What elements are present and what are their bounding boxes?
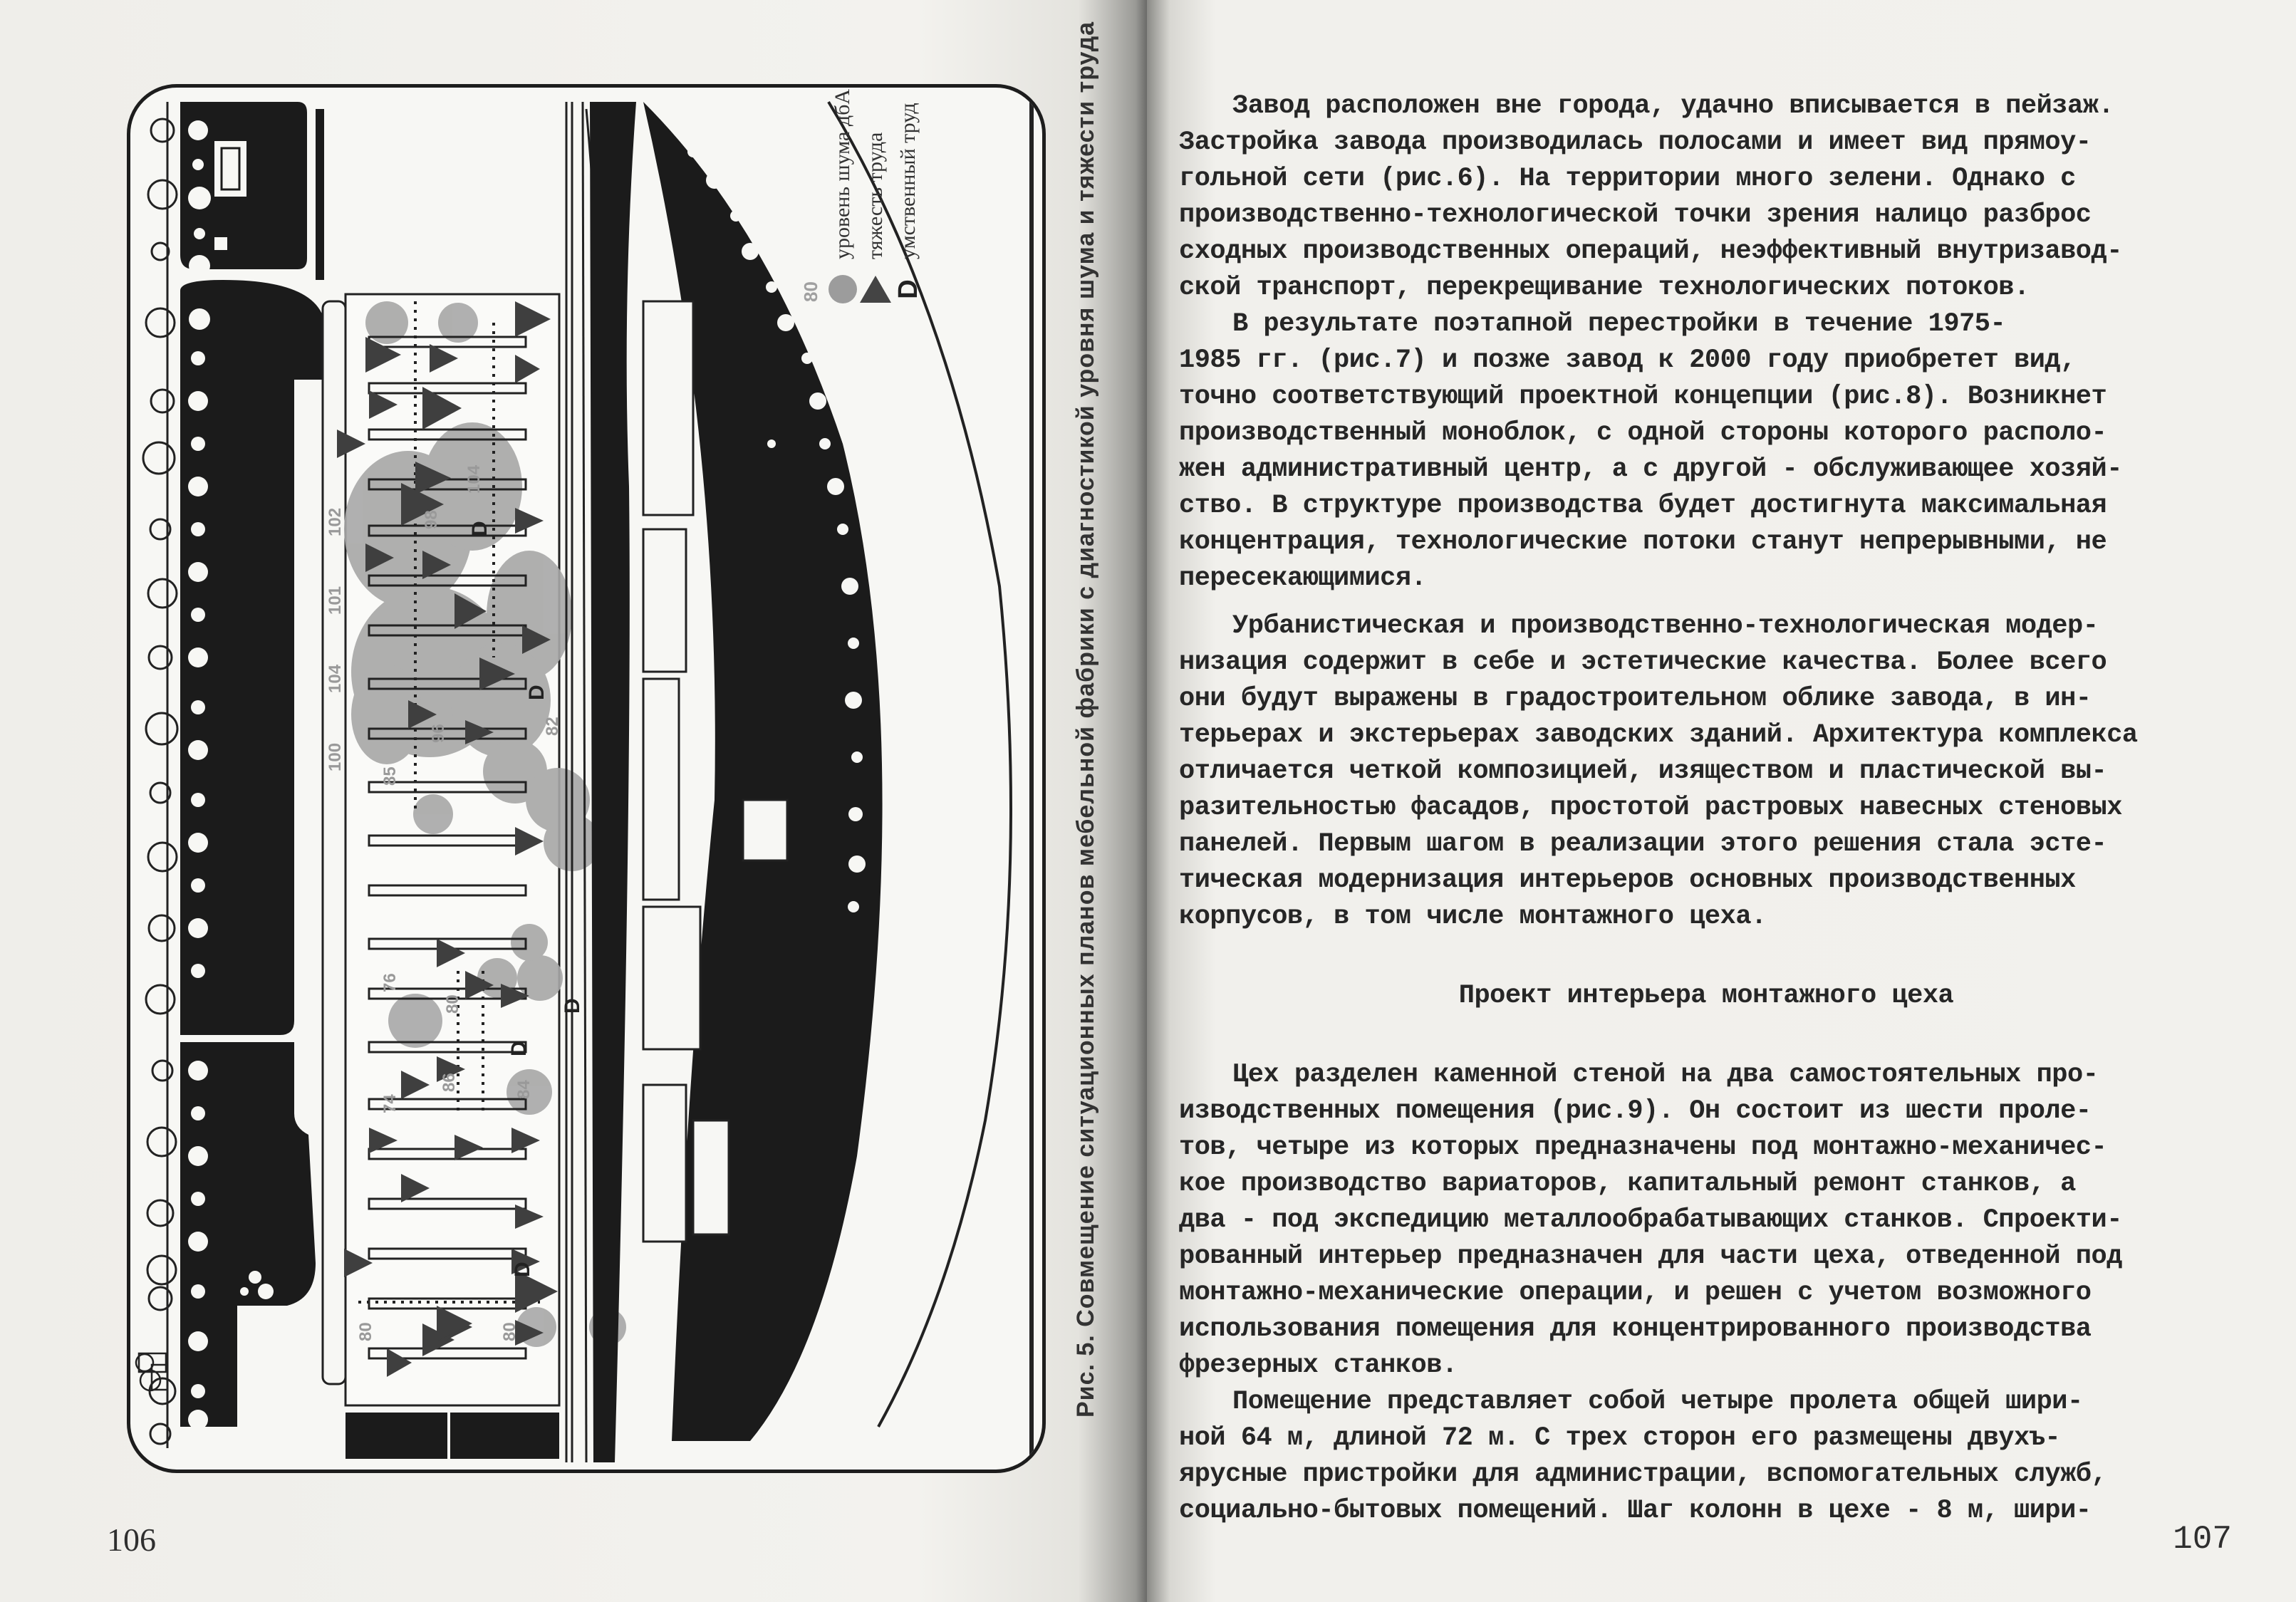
svg-text:104: 104 bbox=[464, 464, 484, 494]
svg-text:74: 74 bbox=[380, 1094, 400, 1113]
text-line: сходных производственных операций, неэффективный внутризавод- bbox=[1179, 236, 2122, 266]
mental-labor-d-icon: D bbox=[893, 279, 923, 299]
figure-legend bbox=[800, 88, 925, 306]
figure-caption: Рис. 5. Совмещение ситуационных планов мебельной фабрики с диагностикой уровня шума и тяжести труда bbox=[1072, 21, 1099, 1418]
svg-text:98: 98 bbox=[422, 510, 441, 529]
paragraph-4 bbox=[1179, 1058, 2233, 1385]
svg-text:96: 96 bbox=[429, 724, 448, 743]
paragraph-1 bbox=[1179, 89, 2233, 307]
svg-text:101: 101 bbox=[326, 586, 345, 615]
body-text bbox=[1179, 89, 2233, 1530]
text-line: Завод расположен вне города, удачно вписывается в пейзаж. bbox=[1232, 91, 2114, 121]
legend-label-labor: тяжесть труда bbox=[863, 132, 887, 259]
text-line: монтажно-механические операции, и решен с учетом возможного bbox=[1179, 1278, 2092, 1308]
left-page bbox=[0, 0, 1147, 1602]
text-line: концентрация, технологические потоки станут непрерывными, не bbox=[1179, 527, 2107, 557]
text-line: ской транспорт, перекрещивание технологических потоков. bbox=[1179, 273, 2030, 303]
text-line: Цех разделен каменной стеной на два самостоятельных про- bbox=[1232, 1060, 2099, 1090]
text-line: ной 64 м, длиной 72 м. С трех сторон его размещены двухъ- bbox=[1179, 1423, 2061, 1453]
svg-text:100: 100 bbox=[326, 742, 345, 771]
text-line: разительностью фасадов, простотой растровых навесных стеновых bbox=[1179, 793, 2122, 823]
paragraph-5 bbox=[1179, 1385, 2233, 1530]
text-line: панелей. Первым шагом в реализации этого решения стала эсте- bbox=[1179, 829, 2107, 859]
paragraph-3 bbox=[1179, 609, 2233, 936]
legend-labor bbox=[859, 89, 892, 306]
svg-text:76: 76 bbox=[380, 973, 400, 992]
page-number-right: 107 bbox=[2173, 1521, 2232, 1558]
text-line: тическая модернизация интерьеров основных производственных bbox=[1179, 865, 2076, 895]
text-line: фрезерных станков. bbox=[1179, 1351, 1458, 1380]
text-line: Помещение представляет собой четыре пролета общей шири- bbox=[1232, 1387, 2083, 1417]
text-line: низация содержит в себе и эстетические качества. Более всего bbox=[1179, 647, 2107, 677]
text-line: ство. В структуре производства будет достигнута максимальная bbox=[1179, 491, 2107, 521]
page-number-left: 106 bbox=[107, 1522, 156, 1558]
factory-building bbox=[323, 294, 626, 1459]
legend-noise bbox=[800, 88, 859, 306]
text-line: отличается четкой композицией, изяществом и пластической вы- bbox=[1179, 756, 2107, 786]
tree-row-outline bbox=[143, 119, 177, 1444]
text-line: изводственных помещения (рис.9). Он состоит из шести проле- bbox=[1179, 1096, 2092, 1126]
svg-text:102: 102 bbox=[326, 507, 345, 536]
legend-label-noise: уровень шума дбА bbox=[831, 88, 854, 259]
svg-text:82: 82 bbox=[543, 717, 562, 736]
text-line: В результате поэтапной перестройки в течение 1975- bbox=[1232, 309, 2006, 339]
paragraph-2 bbox=[1179, 307, 2233, 598]
svg-text:85: 85 bbox=[380, 766, 400, 786]
text-line: ярусные пристройки для администрации, вспомогательных служб, bbox=[1179, 1460, 2107, 1489]
text-line: корпусов, в том числе монтажного цеха. bbox=[1179, 902, 1767, 932]
section-heading: Проект интерьера монтажного цеха bbox=[1458, 981, 1954, 1011]
svg-text:84: 84 bbox=[514, 1080, 534, 1099]
text-line: жен административный центр, а с другой - обслуживающее хозяй- bbox=[1179, 454, 2122, 484]
text-line: рованный интерьер предназначен для части цеха, отведенной под bbox=[1179, 1242, 2122, 1271]
svg-text:80: 80 bbox=[443, 994, 462, 1014]
triangle-icon bbox=[862, 272, 889, 306]
small-building bbox=[136, 1353, 167, 1390]
svg-text:D: D bbox=[468, 521, 492, 536]
legend-label-mental: умственный труд bbox=[896, 103, 920, 259]
text-line: производственный моноблок, с одной стороны которого располо- bbox=[1179, 418, 2107, 448]
svg-text:D: D bbox=[507, 1041, 531, 1056]
svg-text:104: 104 bbox=[326, 664, 345, 693]
text-line: гольной сети (рис.6). На территории много зелени. Однако с bbox=[1179, 164, 2076, 194]
legend-mental bbox=[892, 89, 925, 306]
noise-circle-icon: 80 bbox=[828, 272, 857, 306]
right-page bbox=[1147, 0, 2296, 1602]
svg-text:86: 86 bbox=[440, 1073, 459, 1092]
text-line: 1985 гг. (рис.7) и позже завод к 2000 году приобретет вид, bbox=[1179, 345, 2076, 375]
text-line: пересекающимися. bbox=[1179, 563, 1427, 593]
text-line: тов, четыре из которых предназначены под монтажно-механичес- bbox=[1179, 1133, 2107, 1163]
svg-text:D: D bbox=[511, 1262, 534, 1277]
text-line: кое производство вариаторов, капитальный ремонт станков, а bbox=[1179, 1169, 2076, 1199]
text-line: терьерах и экстерьерах заводских зданий. Архитектура комплекса bbox=[1179, 720, 2138, 750]
svg-text:80: 80 bbox=[500, 1322, 519, 1341]
svg-text:80: 80 bbox=[356, 1322, 375, 1341]
text-line: производственно-технологической точки зрения налицо разброс bbox=[1179, 200, 2092, 230]
text-line: два - под экспедицию металлообрабатывающих станков. Спроекти- bbox=[1179, 1205, 2122, 1235]
text-line: социально-бытовых помещений. Шаг колонн в цехе - 8 м, шири- bbox=[1179, 1496, 2092, 1526]
svg-text:D: D bbox=[525, 685, 549, 700]
text-line: использования помещения для концентрированного производства bbox=[1179, 1314, 2092, 1344]
text-line: они будут выражены в градостроительном облике завода, в ин- bbox=[1179, 684, 2092, 714]
text-line: Застройка завода производилась полосами и имеет вид прямоу- bbox=[1179, 128, 2092, 157]
svg-text:D: D bbox=[561, 998, 584, 1014]
text-line: точно соответствующий проектной концепции (рис.8). Возникнет bbox=[1179, 382, 2107, 412]
text-line: Урбанистическая и производственно-технологическая модер- bbox=[1232, 611, 2099, 641]
